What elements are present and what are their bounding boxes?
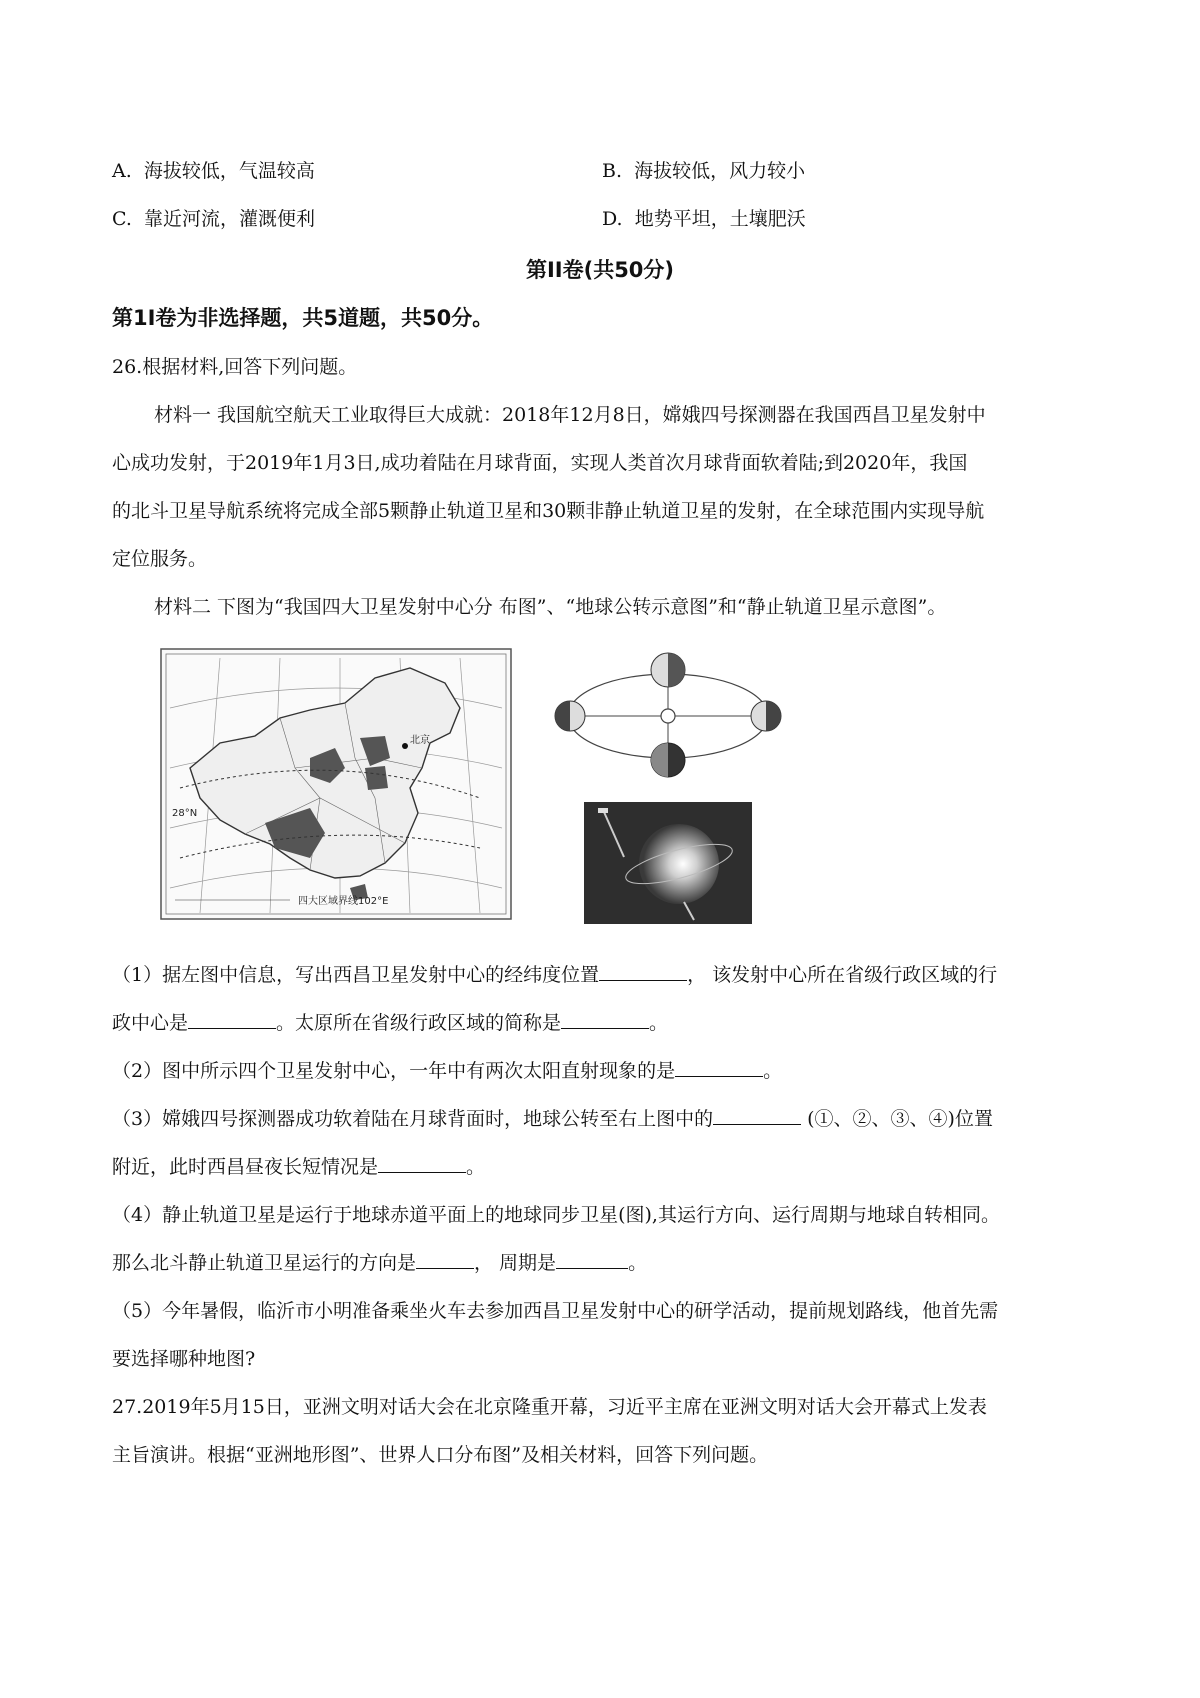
- answer-blank[interactable]: [561, 1010, 649, 1029]
- option-text: 地势平坦，土壤肥沃: [634, 208, 806, 230]
- map-city-label: 北京: [410, 735, 430, 746]
- q26-stem: 26.根据材料,回答下列问题。: [112, 356, 358, 378]
- q26-sub5-line2: 要选择哪种地图?: [112, 1348, 256, 1370]
- option-text: 靠近河流，灌溉便利: [144, 208, 316, 230]
- answer-blank[interactable]: [378, 1154, 466, 1173]
- earth-revolution-diagram: [550, 648, 786, 788]
- q26-material1-line4: 定位服务。: [112, 548, 208, 570]
- answer-blank[interactable]: [675, 1058, 763, 1077]
- answer-blank[interactable]: [556, 1250, 628, 1269]
- q26-sub3-line1: （3）嫦娥四号探测器成功软着陆在月球背面时，地球公转至右上图中的 (①、②、③、④)位置: [112, 1108, 993, 1130]
- answer-blank[interactable]: [416, 1250, 474, 1269]
- q26-material1-line2: 心成功发射，于2019年1月3日,成功着陆在月球背面，实现人类首次月球背面软着陆;到2020年，我国: [112, 452, 968, 474]
- q27-line1: 27.2019年5月15日，亚洲文明对话大会在北京隆重开幕，习近平主席在亚洲文明对话大会开幕式上发表: [112, 1396, 987, 1418]
- q26-sub1-line2: 政中心是 。太原所在省级行政区域的简称是 。: [112, 1012, 669, 1034]
- answer-blank[interactable]: [599, 962, 687, 981]
- q26-sub4-line2: 那么北斗静止轨道卫星运行的方向是 ， 周期是 。: [112, 1252, 648, 1274]
- option-text: 海拔较低，风力较小: [634, 160, 806, 182]
- map-lat-label: 28°N: [172, 808, 198, 819]
- option-letter: B.: [602, 160, 623, 182]
- option-letter: D.: [602, 208, 623, 230]
- option-letter: A.: [112, 160, 132, 182]
- q26-sub2: （2）图中所示四个卫星发射中心，一年中有两次太阳直射现象的是 。: [112, 1060, 783, 1082]
- option-letter: C.: [112, 208, 132, 230]
- section-note: 第1I卷为非选择题，共5道题，共50分。: [112, 306, 494, 330]
- option-b: [602, 156, 805, 183]
- map-legend: 四大区域界线: [298, 896, 358, 907]
- option-text: 海拔较低，气温较高: [143, 160, 315, 182]
- q26-sub4-line1: （4）静止轨道卫星是运行于地球赤道平面上的地球同步卫星(图),其运行方向、运行周期与地球自转相同。: [112, 1204, 1000, 1226]
- q26-sub5-line1: （5）今年暑假，临沂市小明准备乘坐火车去参加西昌卫星发射中心的研学活动，提前规划路线，他首先需: [112, 1300, 999, 1322]
- q26-material1-line3: 的北斗卫星导航系统将完成全部5颗静止轨道卫星和30颗非静止轨道卫星的发射，在全球范围内实现导航: [112, 500, 985, 522]
- q26-material1-line1: 材料一 我国航空航天工业取得巨大成就：2018年12月8日，嫦娥四号探测器在我国西昌卫星发射中: [154, 404, 986, 426]
- option-d: [602, 204, 806, 231]
- q26-sub3-line2: 附近，此时西昌昼夜长短情况是 。: [112, 1156, 486, 1178]
- option-c: [112, 204, 315, 231]
- answer-blank[interactable]: [713, 1106, 801, 1125]
- section-title: 第II卷(共50分): [525, 258, 675, 282]
- q27-line2: 主旨演讲。根据“亚洲地形图”、世界人口分布图”及相关材料，回答下列问题。: [112, 1444, 769, 1466]
- geostationary-satellite-image: [584, 802, 752, 924]
- q26-sub1-line1: （1）据左图中信息，写出西昌卫星发射中心的经纬度位置 ， 该发射中心所在省级行政区域的行: [112, 964, 998, 986]
- china-launch-center-map: [160, 648, 512, 920]
- answer-blank[interactable]: [188, 1010, 276, 1029]
- map-lon-label: 102°E: [358, 896, 389, 907]
- q26-material2: 材料二 下图为“我国四大卫星发射中心分 布图”、“地球公转示意图”和“静止轨道卫星示意图”。: [154, 596, 947, 618]
- option-a: [112, 156, 315, 183]
